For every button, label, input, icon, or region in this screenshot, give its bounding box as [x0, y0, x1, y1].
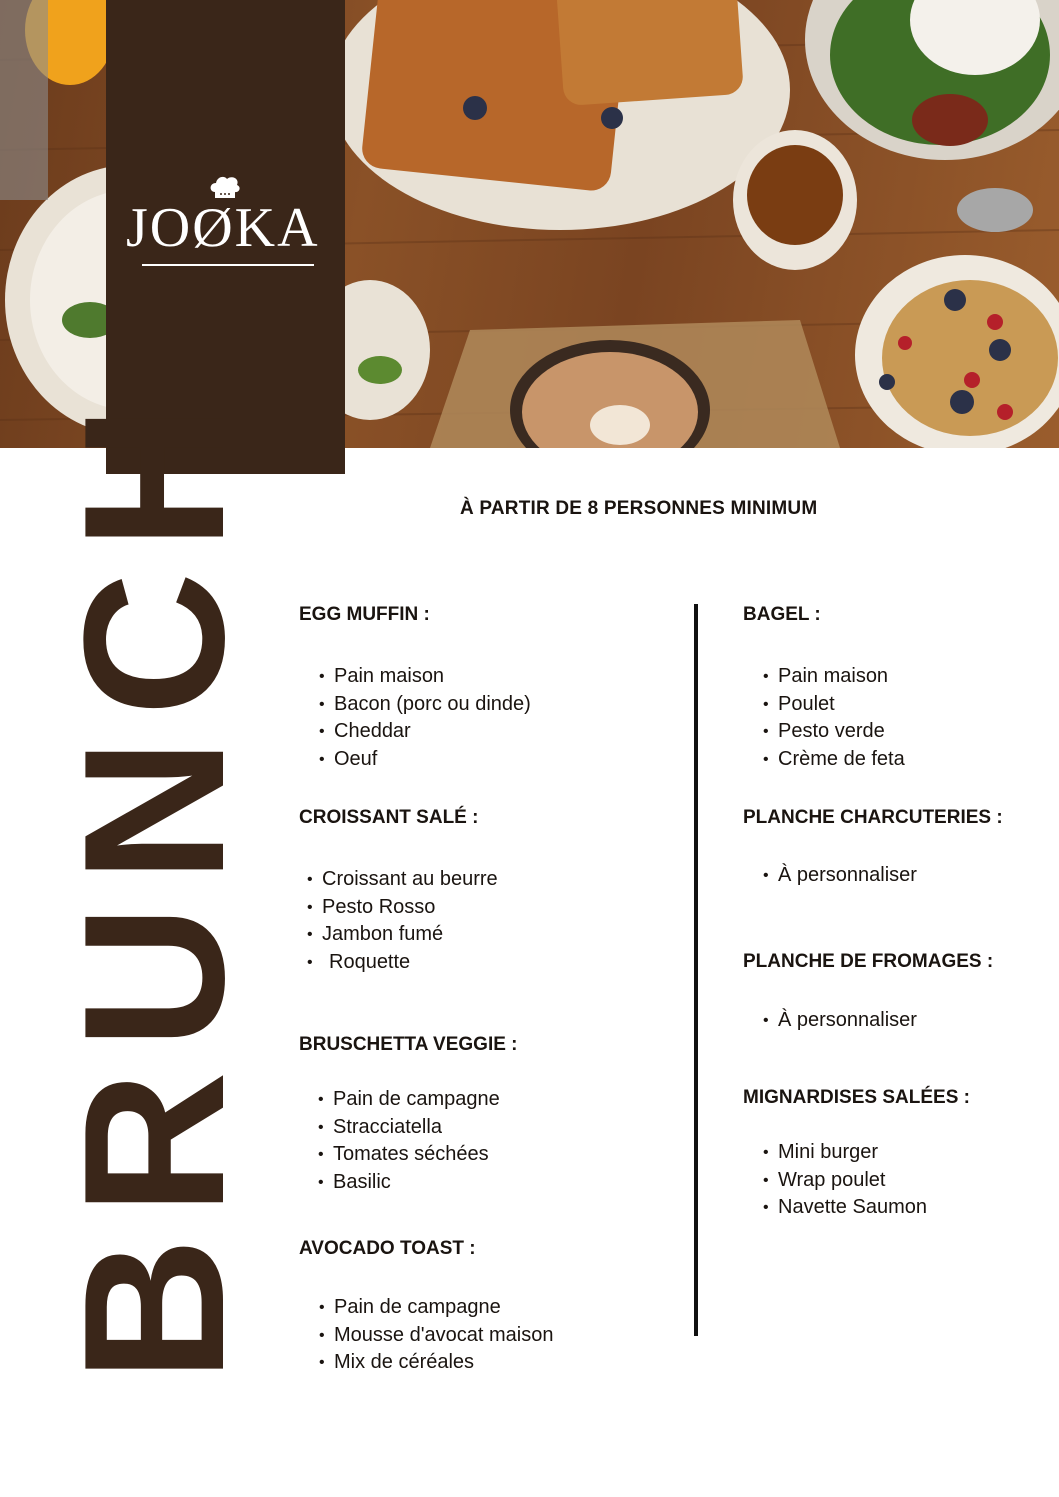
section-title-avocado-toast: AVOCADO TOAST :	[299, 1238, 476, 1259]
list-item: • Mini burger	[763, 1139, 927, 1167]
mignardises-salees-items	[763, 1139, 927, 1222]
croissant-sale-items	[307, 866, 498, 976]
section-title-bagel: BAGEL :	[743, 604, 821, 625]
minimum-guests-note: À PARTIR DE 8 PERSONNES MINIMUM	[460, 498, 818, 519]
brunch-title: BRUNCH	[43, 383, 266, 1382]
list-item: • Pain maison	[763, 663, 905, 691]
logo-underline	[142, 264, 314, 266]
list-item: • Stracciatella	[318, 1114, 500, 1142]
list-item: • Navette Saumon	[763, 1194, 927, 1222]
planche-charcuteries-items	[763, 862, 917, 890]
list-item: • Pain de campagne	[318, 1086, 500, 1114]
bagel-items	[763, 663, 905, 773]
list-item: • Mix de céréales	[319, 1349, 553, 1377]
list-item: • Croissant au beurre	[307, 866, 498, 894]
list-item: • Pain maison	[319, 663, 531, 691]
section-title-planche-fromages: PLANCHE DE FROMAGES :	[743, 951, 994, 972]
list-item: • À personnaliser	[763, 862, 917, 890]
list-item: • Pain de campagne	[319, 1294, 553, 1322]
list-item: • Pesto Rosso	[307, 894, 498, 922]
brand-name: JOØKA	[126, 197, 320, 259]
list-item: • Bacon (porc ou dinde)	[319, 691, 531, 719]
bruschetta-veggie-items	[318, 1086, 500, 1196]
planche-fromages-items	[763, 1007, 917, 1035]
list-item: • Wrap poulet	[763, 1167, 927, 1195]
section-title-planche-charcuteries: PLANCHE CHARCUTERIES :	[743, 807, 1003, 828]
section-title-mignardises-salees: MIGNARDISES SALÉES :	[743, 1087, 970, 1108]
section-title-egg-muffin: EGG MUFFIN :	[299, 604, 430, 625]
list-item: • Cheddar	[319, 718, 531, 746]
list-item: • Poulet	[763, 691, 905, 719]
egg-muffin-items	[319, 663, 531, 773]
column-divider	[694, 604, 698, 1336]
list-item: • Crème de feta	[763, 746, 905, 774]
section-title-bruschetta-veggie: BRUSCHETTA VEGGIE :	[299, 1034, 518, 1055]
list-item: • Tomates séchées	[318, 1141, 500, 1169]
list-item: • Basilic	[318, 1169, 500, 1197]
list-item: • Roquette	[307, 949, 498, 977]
list-item: • Mousse d'avocat maison	[319, 1322, 553, 1350]
jooka-logo	[120, 170, 340, 280]
list-item: • Pesto verde	[763, 718, 905, 746]
avocado-toast-items	[319, 1294, 553, 1377]
list-item: • À personnaliser	[763, 1007, 917, 1035]
list-item: • Oeuf	[319, 746, 531, 774]
section-title-croissant-sale: CROISSANT SALÉ :	[299, 807, 479, 828]
list-item: • Jambon fumé	[307, 921, 498, 949]
